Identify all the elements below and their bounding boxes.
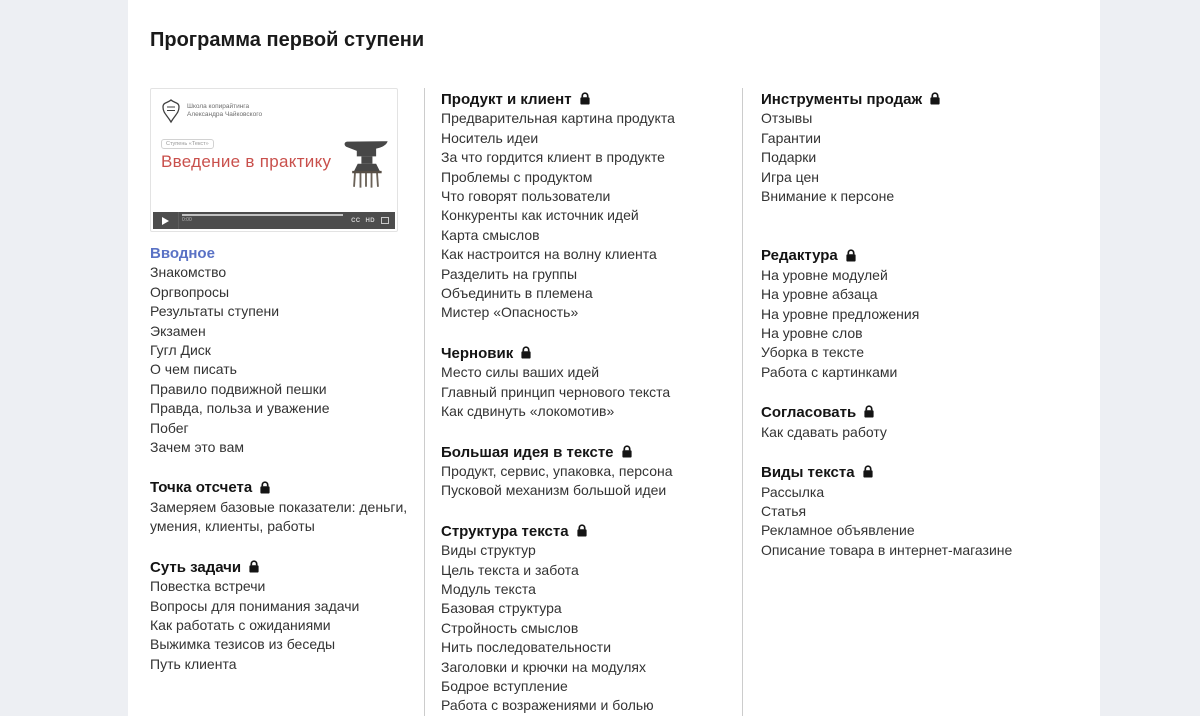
section-title <box>150 478 414 497</box>
section-title-label: Структура текста <box>441 522 569 540</box>
lesson-item: Экзамен <box>150 322 206 339</box>
lesson-item: Результаты ступени <box>150 303 280 320</box>
lesson-item: На уровне модулей <box>761 266 888 283</box>
lesson-item: На уровне абзаца <box>761 286 878 303</box>
section-title <box>761 463 1090 482</box>
lesson-item: На уровне предложения <box>761 305 920 322</box>
lesson-item: Носитель идеи <box>441 129 539 146</box>
section-title-label: Черновик <box>441 344 514 362</box>
lock-icon <box>248 560 260 573</box>
anvil-icon <box>343 133 389 189</box>
lesson-item: Предварительная картина продукта <box>441 110 675 127</box>
lesson-item: Виды структур <box>441 542 536 559</box>
hd-button[interactable]: HD <box>365 217 375 224</box>
section <box>150 244 414 457</box>
lock-icon <box>621 445 633 458</box>
lesson-item: Что говорят пользователи <box>441 188 611 205</box>
section <box>761 463 1090 560</box>
section-title <box>441 443 732 462</box>
section-title-label: Инструменты продаж <box>761 91 923 108</box>
section-title-label: Виды текста <box>761 464 855 482</box>
section <box>761 246 1090 382</box>
lesson-item: Статья <box>761 502 807 519</box>
lock-icon <box>929 92 941 105</box>
page-title: Программа первой ступени <box>150 29 425 51</box>
section-title <box>761 90 1090 109</box>
lesson-item: Разделить на группы <box>441 265 578 282</box>
lesson-item: Карта смыслов <box>441 226 540 243</box>
section <box>150 558 414 674</box>
section-title <box>441 344 732 363</box>
lock-icon <box>259 481 271 494</box>
school-name-line1: Школа копирайтинга <box>187 103 250 110</box>
section-title-label: Суть задачи <box>150 558 242 576</box>
lesson-item: Мистер «Опасность» <box>441 304 579 321</box>
section-title <box>150 558 414 577</box>
lesson-item: Работа с картинками <box>761 363 898 380</box>
lock-icon <box>576 524 588 537</box>
seek-bar[interactable] <box>179 212 346 229</box>
school-name-line2: Александра Чайковского <box>187 111 263 118</box>
lesson-item: Внимание к персоне <box>761 188 895 205</box>
lesson-item: Цель текста и забота <box>441 561 579 578</box>
section-title <box>441 90 732 109</box>
lesson-item: Как сдвинуть «локомотив» <box>441 403 615 420</box>
columns <box>150 88 1100 716</box>
lesson-item: Пусковой механизм большой идеи <box>441 482 667 499</box>
fullscreen-icon[interactable] <box>381 217 389 224</box>
lesson-item: Зачем это вам <box>150 439 244 456</box>
video-controls <box>153 212 395 229</box>
section-title-label: Точка отсчета <box>150 479 253 497</box>
cc-button[interactable]: CC <box>351 217 361 224</box>
lesson-item: Рекламное объявление <box>761 522 915 539</box>
stage-badge: Ступень «Текст» <box>161 139 214 149</box>
section <box>761 90 1090 206</box>
school-crest-icon <box>160 98 182 124</box>
section-title <box>441 522 732 541</box>
lesson-item: Знакомство <box>150 264 227 281</box>
lock-icon <box>862 465 874 478</box>
lock-icon <box>579 92 591 105</box>
lock-icon <box>845 249 857 262</box>
lesson-item: Как настроится на волну клиента <box>441 246 657 263</box>
lesson-item: О чем писать <box>150 361 237 378</box>
lesson-item: Уборка в тексте <box>761 344 864 361</box>
lesson-item: Оргвопросы <box>150 283 230 300</box>
lesson-item: Описание товара в интернет-магазине <box>761 541 1013 558</box>
column-1-sections <box>150 244 414 674</box>
lesson-item: Место силы ваших идей <box>441 364 600 381</box>
lesson-item: Проблемы с продуктом <box>441 168 593 185</box>
time-label: 0:00 <box>182 217 192 223</box>
progress-track <box>182 214 343 216</box>
school-logo <box>160 98 262 124</box>
section <box>150 478 414 536</box>
lesson-item: Путь клиента <box>150 655 237 672</box>
column-3 <box>742 88 1100 716</box>
lesson-item: Правда, польза и уважение <box>150 400 330 417</box>
video-title: Введение в практику <box>161 152 332 171</box>
lesson-item: Конкуренты как источник идей <box>441 207 639 224</box>
section-title[interactable] <box>150 244 414 263</box>
lesson-item: Замеряем базовые показатели: деньги, умения, клиенты, работы <box>150 498 408 535</box>
lesson-item: Базовая структура <box>441 600 562 617</box>
section-title-label: Редактура <box>761 247 838 265</box>
section <box>441 522 732 716</box>
lesson-item: Игра цен <box>761 168 820 185</box>
lesson-item: Гарантии <box>761 129 821 146</box>
lesson-item: За что гордится клиент в продукте <box>441 149 665 166</box>
video-player[interactable] <box>150 88 398 232</box>
lesson-item: Как сдавать работу <box>761 423 887 440</box>
play-icon <box>162 217 169 225</box>
lesson-item: Заголовки и крючки на модулях <box>441 658 646 675</box>
column-3-sections <box>761 90 1090 560</box>
lesson-item: Продукт, сервис, упаковка, персона <box>441 462 673 479</box>
lesson-item: Работа с возражениями и болью <box>441 697 654 714</box>
lock-icon <box>520 346 532 359</box>
lesson-item: Модуль текста <box>441 580 536 597</box>
lesson-item: Повестка встречи <box>150 578 266 595</box>
lesson-item: Отзывы <box>761 110 813 127</box>
lesson-item: Выжимка тезисов из беседы <box>150 636 336 653</box>
lesson-item: Объединить в племена <box>441 285 593 302</box>
lesson-item: Стройность смыслов <box>441 619 579 636</box>
column-2-sections <box>441 90 732 716</box>
lesson-item: Правило подвижной пешки <box>150 380 327 397</box>
column-2 <box>424 88 742 716</box>
section-title-label: Вводное <box>150 245 215 262</box>
lesson-item: Как работать с ожиданиями <box>150 616 331 633</box>
school-name <box>187 103 262 119</box>
column-1 <box>150 88 424 716</box>
lesson-item: Побег <box>150 419 189 436</box>
section-title-label: Продукт и клиент <box>441 91 572 108</box>
section <box>441 443 732 501</box>
lock-icon <box>863 405 875 418</box>
lesson-item: На уровне слов <box>761 325 863 342</box>
lesson-item: Нить последовательности <box>441 639 612 656</box>
section-title <box>761 246 1090 265</box>
content-page <box>128 0 1100 716</box>
section-title-label: Большая идея в тексте <box>441 443 614 461</box>
lesson-item: Главный принцип чернового текста <box>441 383 671 400</box>
section <box>441 90 732 323</box>
lesson-item: Бодрое вступление <box>441 677 568 694</box>
play-button[interactable] <box>153 212 179 229</box>
lesson-item: Гугл Диск <box>150 342 211 359</box>
section <box>441 344 732 422</box>
section-title <box>761 403 1090 422</box>
lesson-item: Подарки <box>761 149 817 166</box>
section <box>761 403 1090 442</box>
lesson-item: Вопросы для понимания задачи <box>150 597 360 614</box>
lesson-item: Рассылка <box>761 483 825 500</box>
section-title-label: Согласовать <box>761 404 857 422</box>
